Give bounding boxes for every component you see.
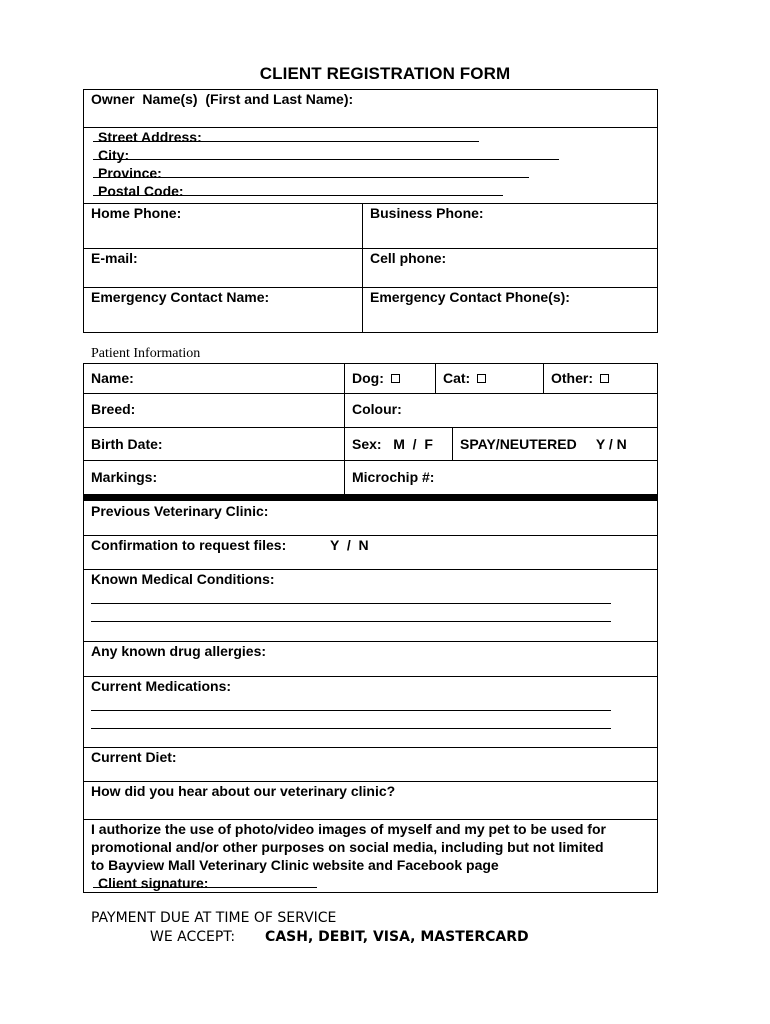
current-medications-label: Current Medications: [91,678,232,694]
patient-section-caption: Patient Information [91,346,201,361]
medical-conditions-label: Known Medical Conditions: [91,571,275,587]
owner-info-table [83,89,658,333]
column-divider [435,364,436,393]
postal-code-line[interactable] [91,183,503,201]
owner-names-field[interactable] [84,90,657,127]
form-title: CLIENT REGISTRATION FORM [259,64,511,83]
medical-conditions-block [84,570,657,641]
confirmation-field[interactable] [84,536,657,569]
colour-label: Colour: [352,401,402,417]
referral-source-field[interactable] [84,782,657,819]
medical-history-table [83,500,658,893]
cat-label: Cat: [443,370,486,386]
province-line[interactable] [91,165,529,183]
confirmation-label: Confirmation to request files: [91,537,287,553]
patient-info-table [83,363,658,497]
current-medications-block [84,677,657,747]
dog-checkbox[interactable] [391,374,400,383]
payment-methods-line [150,929,529,945]
confirmation-options[interactable]: Y / N [330,537,369,553]
birth-date-label: Birth Date: [91,436,163,452]
referral-source-label: How did you hear about our veterinary clinic? [91,783,396,799]
microchip-label: Microchip #: [352,469,435,485]
business-phone-field[interactable] [363,204,657,249]
business-phone-label: Business Phone: [370,205,484,221]
authorization-line-1: I authorize the use of photo/video images of myself and my pet to be used for [91,821,606,837]
breed-field[interactable] [84,394,344,427]
medical-conditions-line-2[interactable] [91,620,611,622]
current-medications-line-1[interactable] [91,709,611,711]
street-address-line[interactable] [91,129,479,147]
other-label: Other: [551,370,609,386]
drug-allergies-field[interactable] [84,642,657,676]
medical-conditions-line-1[interactable] [91,602,611,604]
current-diet-label: Current Diet: [91,749,177,765]
cell-phone-field[interactable] [363,249,657,287]
emergency-contact-phone-field[interactable] [363,288,657,332]
dog-label: Dog: [352,370,400,386]
city-field[interactable] [93,158,559,160]
column-divider [344,364,345,496]
authorization-block [84,820,657,891]
authorization-line-2: promotional and/or other purposes on social media, including but not limited [91,839,604,855]
home-phone-label: Home Phone: [91,205,182,221]
address-block [84,128,657,203]
email-label: E-mail: [91,250,138,266]
payment-methods: CASH, DEBIT, VISA, MASTERCARD [265,929,529,945]
patient-name-field[interactable] [84,364,344,393]
cell-phone-label: Cell phone: [370,250,447,266]
client-signature-label: Client signature: [98,875,209,891]
province-label: Province: [98,165,162,181]
payment-due-text: PAYMENT DUE AT TIME OF SERVICE [91,910,337,926]
breed-label: Breed: [91,401,136,417]
markings-label: Markings: [91,469,158,485]
microchip-field[interactable] [345,461,657,496]
city-line[interactable] [91,147,559,165]
current-medications-line-2[interactable] [91,727,611,729]
sex-field[interactable] [345,428,452,460]
column-divider [452,428,453,460]
emergency-contact-name-field[interactable] [84,288,362,332]
cat-option[interactable] [436,364,543,393]
dog-option[interactable] [345,364,435,393]
cat-checkbox[interactable] [477,374,486,383]
other-checkbox[interactable] [600,374,609,383]
home-phone-field[interactable] [84,204,362,249]
colour-field[interactable] [345,394,657,427]
accept-label: WE ACCEPT: [150,929,236,945]
street-address-label: Street Address: [98,129,202,145]
drug-allergies-label: Any known drug allergies: [91,643,267,659]
column-divider [543,364,544,393]
patient-name-label: Name: [91,370,134,386]
owner-names-label: Owner Name(s) (First and Last Name): [91,91,354,107]
city-label: City: [98,147,130,163]
current-diet-field[interactable] [84,748,657,781]
client-signature-line[interactable] [91,875,317,893]
spay-neutered-label: SPAY/NEUTERED Y / N [460,436,627,452]
column-divider [362,204,363,332]
previous-clinic-label: Previous Veterinary Clinic: [91,503,269,519]
emergency-contact-name-label: Emergency Contact Name: [91,289,270,305]
spay-neutered-field[interactable] [453,428,657,460]
email-field[interactable] [84,249,362,287]
emergency-contact-phone-label: Emergency Contact Phone(s): [370,289,570,305]
authorization-line-3: to Bayview Mall Veterinary Clinic website and Facebook page [91,857,499,873]
markings-field[interactable] [84,461,344,496]
birth-date-field[interactable] [84,428,344,460]
previous-clinic-field[interactable] [84,500,657,535]
sex-label: Sex: M / F [352,436,433,452]
postal-code-label: Postal Code: [98,183,184,199]
other-option[interactable] [544,364,657,393]
